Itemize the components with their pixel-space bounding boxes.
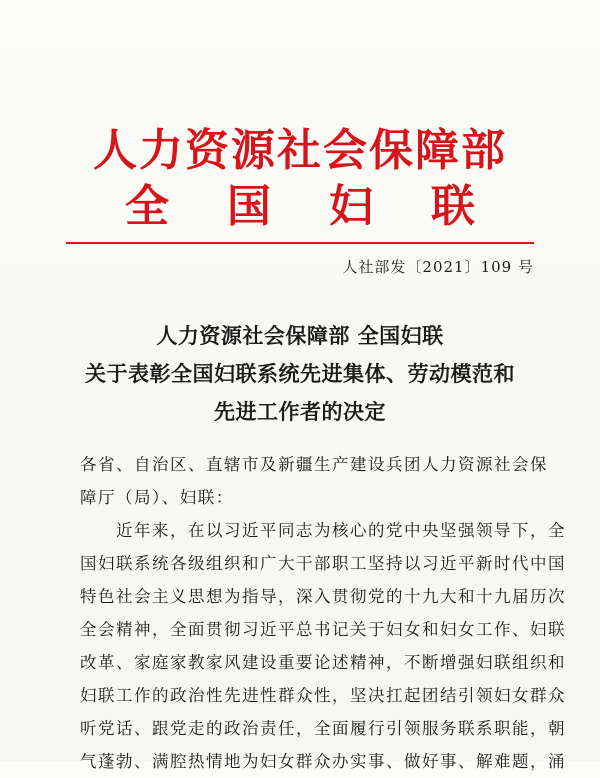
body-paragraph — [80, 514, 566, 778]
title-line-1: 人力资源社会保障部 全国妇联 — [156, 324, 444, 348]
paragraph-line: 全会精神，全面贯彻习近平总书记关于妇女和妇女工作、妇联 — [80, 620, 566, 639]
paragraph-line: 妇联工作的政治性先进性群众性，坚决扛起团结引领妇女群众 — [80, 686, 566, 705]
salutation — [80, 448, 548, 514]
issuer-ministry: 人力资源社会保障部 — [93, 125, 507, 176]
red-divider-rule — [66, 242, 534, 244]
paragraph-line: 特色社会主义思想为指导，深入贯彻党的十九大和十九届历次 — [80, 587, 566, 606]
title-line-2: 关于表彰全国妇联系统先进集体、劳动模范和 — [85, 362, 515, 386]
document-number: 人社部发〔2021〕109 号 — [342, 258, 534, 276]
title-line-3: 先进工作者的决定 — [214, 400, 386, 424]
salutation-line: 障厅（局）、妇联： — [80, 488, 234, 507]
paragraph-line: 气蓬勃、满腔热情地为妇女群众办实事、做好事、解难题，涌 — [80, 752, 566, 771]
paragraph-line: 近年来，在以习近平同志为核心的党中央坚强领导下，全 — [80, 521, 566, 540]
paragraph-line: 国妇联系统各级组织和广大干部职工坚持以习近平新时代中国 — [80, 554, 566, 573]
salutation-line: 各省、自治区、直辖市及新疆生产建设兵团人力资源社会保 — [80, 455, 548, 474]
paragraph-line: 听党话、跟党走的政治责任，全面履行引领服务联系职能，朝 — [80, 719, 566, 738]
paragraph-line: 改革、家庭家教家风建设重要论述精神，不断增强妇联组织和 — [80, 653, 566, 672]
issuer-womens-federation: 全国妇联 — [125, 181, 533, 232]
